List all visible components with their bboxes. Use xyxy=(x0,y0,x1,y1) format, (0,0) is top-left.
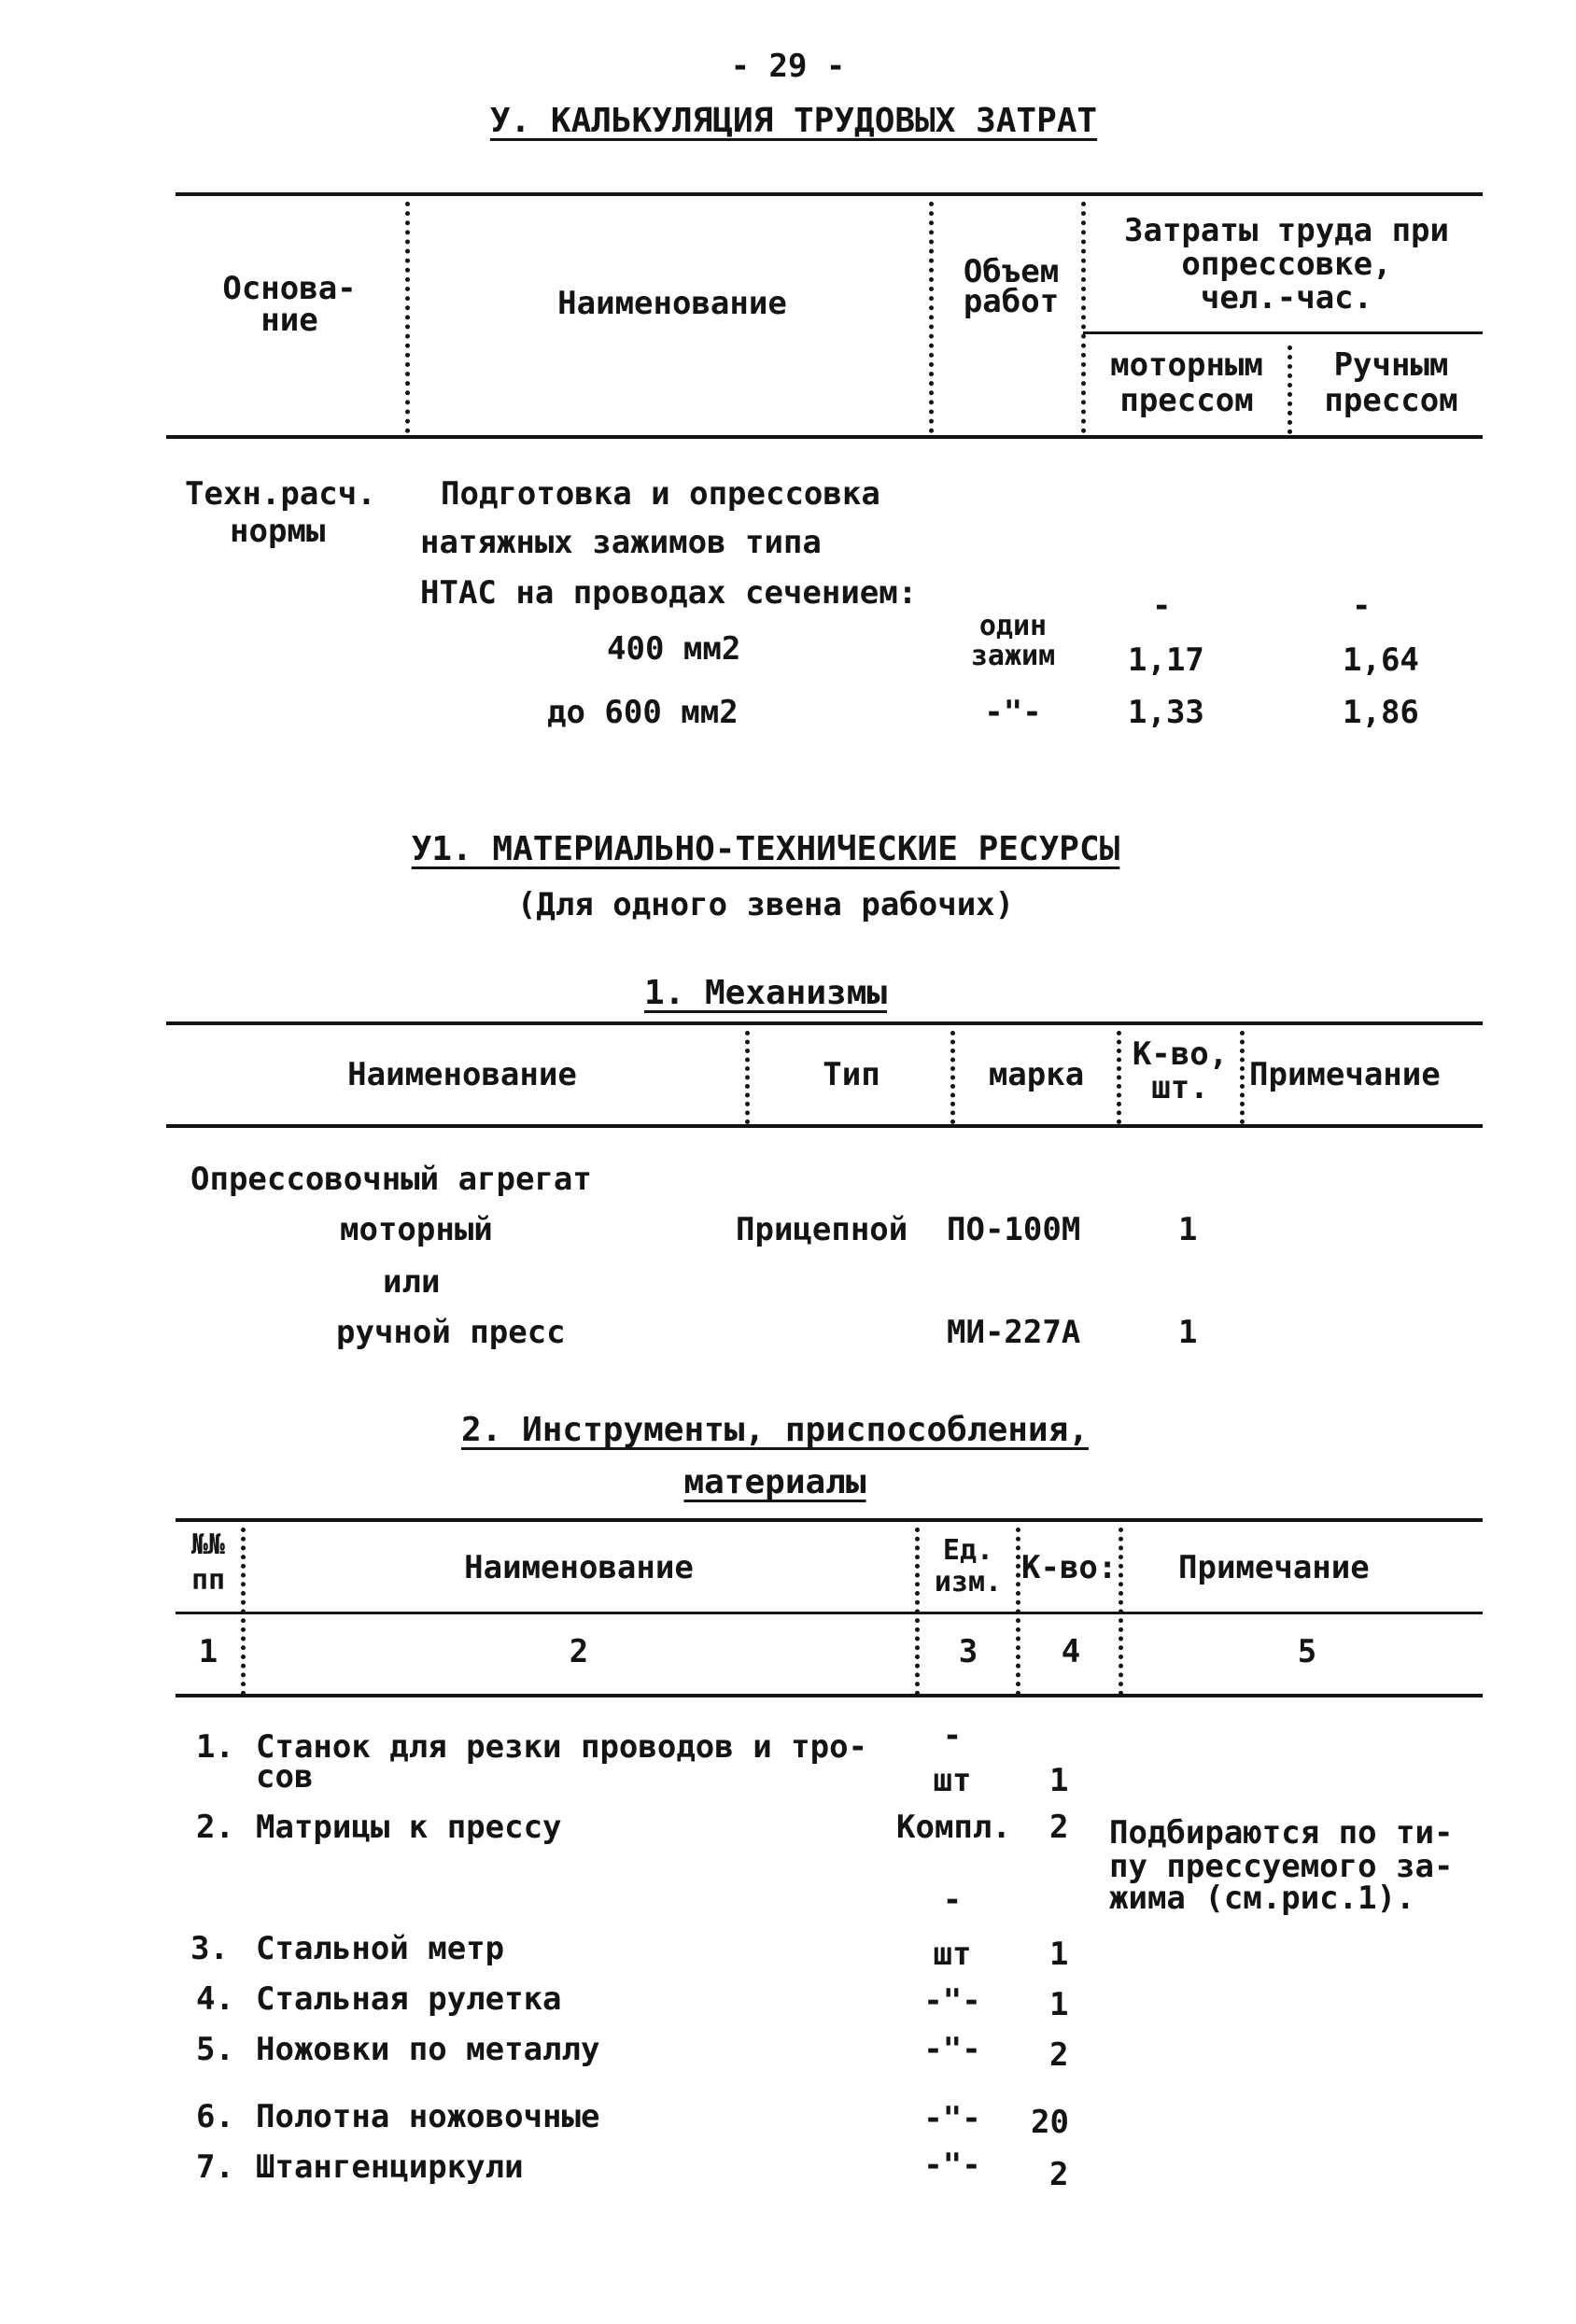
header-name: Наименование xyxy=(557,285,787,322)
row1-unit-1: один xyxy=(978,610,1048,642)
tool-1-num: 1. xyxy=(196,1728,234,1766)
mech-divider xyxy=(1240,1031,1245,1124)
section5-title: У. КАЛЬКУЛЯЦИЯ ТРУДОВЫХ ЗАТРАТ xyxy=(489,102,1098,140)
header-volume-2: работ xyxy=(963,283,1060,320)
mech-header-brand: марка xyxy=(988,1056,1085,1093)
tool-2-note-2: пу прессуемого за- xyxy=(1109,1848,1454,1885)
table1-divider xyxy=(1288,345,1292,434)
desc-line-2: натяжных зажимов типа xyxy=(420,524,822,561)
dash-mark: - xyxy=(1152,587,1172,625)
mech-header-note: Примечание xyxy=(1249,1056,1441,1093)
tools-header-mid-rule xyxy=(176,1612,1483,1614)
page-number: - 29 - xyxy=(730,48,846,85)
row2-name: до 600 мм2 xyxy=(547,694,739,731)
header-labor-2: опрессовке, xyxy=(1181,246,1392,283)
tool-7-name: Штангенциркули xyxy=(256,2148,524,2186)
mech-motor-brand: ПО-100М xyxy=(947,1211,1081,1248)
mech-header-qty-2: шт. xyxy=(1151,1069,1209,1106)
dash-mark: - xyxy=(1352,587,1372,625)
tools-col-1: 1 xyxy=(198,1633,218,1670)
row1-motor: 1,17 xyxy=(1128,641,1204,679)
mechanisms-title: 1. Механизмы xyxy=(643,974,888,1012)
tool-5-name: Ножовки по металлу xyxy=(256,2031,600,2068)
dash-mark: - xyxy=(942,1881,963,1919)
tool-6-qty: 20 xyxy=(1031,2104,1069,2141)
tools-title-2: материалы xyxy=(683,1463,866,1501)
tool-7-qty: 2 xyxy=(1049,2156,1069,2193)
header-manual-1: Ручным xyxy=(1333,346,1449,384)
mech-manual-qty: 1 xyxy=(1178,1314,1198,1351)
row1-unit-2: зажим xyxy=(970,640,1056,672)
tool-6-name: Полотна ножовочные xyxy=(256,2098,600,2135)
mech-header-name: Наименование xyxy=(347,1056,577,1093)
mech-header-bottom-rule xyxy=(166,1124,1483,1128)
tools-top-rule xyxy=(176,1518,1483,1522)
tool-1-name-2: сов xyxy=(256,1758,314,1796)
tool-6-num: 6. xyxy=(196,2098,234,2135)
header-labor-3: чел.-час. xyxy=(1200,279,1373,317)
row2-motor: 1,33 xyxy=(1128,694,1204,731)
section6-subtitle: (Для одного звена рабочих) xyxy=(516,886,1015,923)
mech-header-qty-1: К-во, xyxy=(1132,1035,1229,1073)
tools-header-name: Наименование xyxy=(464,1549,694,1586)
tool-4-qty: 1 xyxy=(1049,1986,1069,2023)
mech-item: Опрессовочный агрегат xyxy=(190,1161,592,1198)
tools-header-unit-2: изм. xyxy=(934,1566,1003,1599)
row1-manual: 1,64 xyxy=(1343,641,1419,679)
tool-2-unit: Компл. xyxy=(896,1809,1011,1846)
mech-or: или xyxy=(383,1263,441,1301)
tool-5-qty: 2 xyxy=(1049,2036,1069,2074)
table1-sub-rule xyxy=(1083,331,1483,334)
tool-3-unit: шт xyxy=(933,1936,972,1973)
header-basis-2: ние xyxy=(260,302,318,339)
mech-header-type: Тип xyxy=(823,1056,880,1093)
tools-title-1: 2. Инструменты, приспособления, xyxy=(461,1411,1089,1449)
table1-divider xyxy=(1081,202,1086,433)
tool-2-note-3: жима (см.рис.1). xyxy=(1109,1880,1415,1917)
tools-header-bottom-rule xyxy=(176,1694,1483,1697)
mech-top-rule xyxy=(166,1021,1483,1025)
table1-divider xyxy=(405,202,410,433)
tools-header-qty: К-во: xyxy=(1021,1549,1118,1586)
header-motor-2: прессом xyxy=(1119,382,1254,419)
row2-manual: 1,86 xyxy=(1343,694,1419,731)
tools-header-num-1: №№ xyxy=(190,1528,226,1561)
tool-3-qty: 1 xyxy=(1049,1936,1069,1973)
header-manual-2: прессом xyxy=(1324,382,1458,419)
mech-motor-qty: 1 xyxy=(1178,1211,1198,1248)
tools-header-note: Примечание xyxy=(1178,1549,1370,1586)
tool-7-unit: -"- xyxy=(923,2147,981,2184)
basis-text-2: нормы xyxy=(230,513,326,550)
desc-line-1: Подготовка и опрессовка xyxy=(441,475,880,513)
tool-3-num: 3. xyxy=(190,1930,229,1967)
tools-header-num-2: пп xyxy=(190,1564,226,1597)
table1-header-bottom-rule xyxy=(166,435,1483,439)
tool-1-qty: 1 xyxy=(1049,1762,1069,1799)
tool-5-unit: -"- xyxy=(923,2031,981,2068)
mech-divider xyxy=(1117,1031,1121,1124)
tool-2-num: 2. xyxy=(196,1809,234,1846)
tool-5-num: 5. xyxy=(196,2031,234,2068)
mech-motor-type: Прицепной xyxy=(736,1211,908,1248)
mech-manual: ручной пресс xyxy=(336,1314,566,1351)
section6-title: У1. МАТЕРИАЛЬНО-ТЕХНИЧЕСКИЕ РЕСУРСЫ xyxy=(411,830,1120,868)
header-basis-1: Основа- xyxy=(222,270,357,307)
header-volume-1: Объем xyxy=(963,253,1060,290)
basis-text-1: Техн.расч. xyxy=(185,475,376,513)
dash-mark: - xyxy=(942,1717,963,1754)
tools-col-4: 4 xyxy=(1061,1633,1081,1670)
tool-4-num: 4. xyxy=(196,1980,234,2018)
table1-top-rule xyxy=(176,192,1483,196)
tool-2-qty: 2 xyxy=(1049,1809,1069,1846)
tools-col-2: 2 xyxy=(569,1633,589,1670)
tool-4-name: Стальная рулетка xyxy=(256,1980,562,2018)
mech-divider xyxy=(950,1031,955,1124)
tools-header-unit-1: Ед. xyxy=(942,1534,994,1567)
tool-6-unit: -"- xyxy=(923,2100,981,2137)
tool-2-name: Матрицы к прессу xyxy=(256,1809,562,1846)
tools-col-3: 3 xyxy=(958,1633,978,1670)
row1-name: 400 мм2 xyxy=(607,630,741,668)
mech-motor: моторный xyxy=(340,1211,493,1248)
desc-line-3: НТАС на проводах сечением: xyxy=(420,574,918,612)
tool-2-note-1: Подбираются по ти- xyxy=(1109,1814,1454,1852)
mech-manual-brand: МИ-227А xyxy=(947,1314,1081,1351)
mech-divider xyxy=(745,1031,750,1124)
tool-1-unit: шт xyxy=(933,1762,972,1799)
tools-col-5: 5 xyxy=(1297,1633,1317,1670)
header-labor-1: Затраты труда при xyxy=(1124,212,1449,249)
tool-1-name-1: Станок для резки проводов и тро- xyxy=(256,1728,868,1766)
tool-7-num: 7. xyxy=(196,2148,234,2186)
tool-3-name: Стальной метр xyxy=(256,1930,505,1967)
tool-4-unit: -"- xyxy=(923,1982,981,2020)
row2-unit: -"- xyxy=(984,694,1042,731)
table1-divider xyxy=(929,202,934,433)
header-motor-1: моторным xyxy=(1110,346,1263,384)
